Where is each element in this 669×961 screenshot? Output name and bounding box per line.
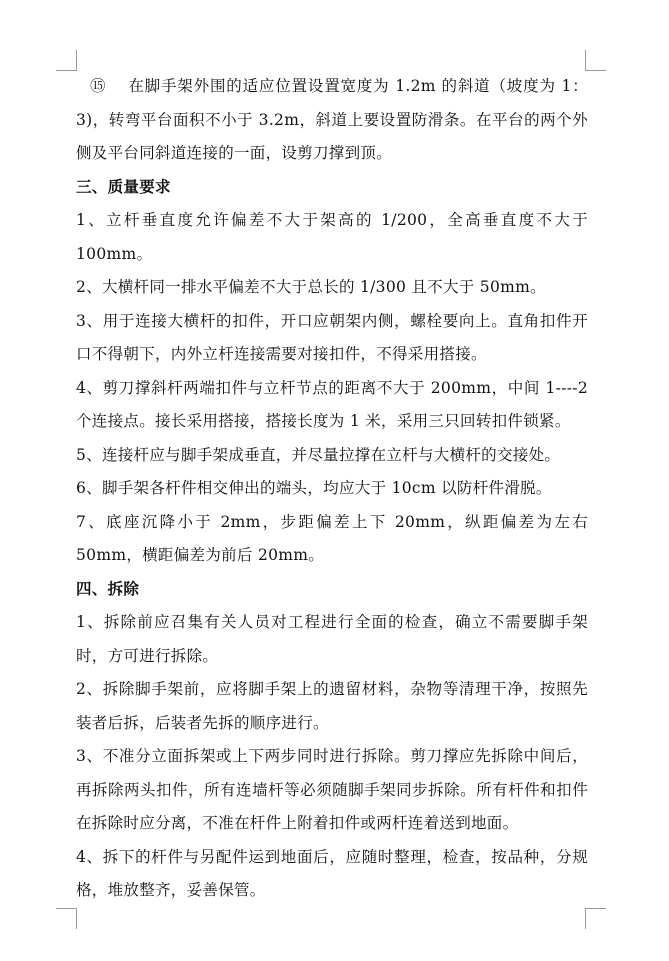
quality-item-7: 7、底座沉降小于 2mm，步距偏差上下 20mm，纵距偏差为左右 50mm，横距偏差为前后 20mm。: [76, 512, 588, 564]
dismantling-item-4: 4、拆下的杆件与另配件运到地面后，应随时整理，检查，按品种，分规格，堆放整齐，妥善保管。: [76, 847, 588, 899]
quality-item-6: 6、脚手架各杆件相交伸出的端头，均应大于 10cm 以防杆件滑脱。: [76, 479, 552, 497]
section-heading-dismantling: 四、拆除: [76, 579, 140, 598]
document-page: [76, 70, 588, 908]
corner-mark-top-right: [585, 50, 606, 71]
section-heading-quality: 三、质量要求: [76, 177, 171, 196]
quality-item-2: 2、大横杆同一排水平偏差不大于总长的 1/300 且不大于 50mm。: [76, 278, 546, 296]
corner-mark-bottom-left: [56, 908, 77, 929]
circled-number: ⑮: [90, 77, 106, 95]
corner-mark-top-left: [56, 50, 77, 71]
intro-paragraph: [76, 70, 588, 171]
dismantling-item-1: 1、拆除前应召集有关人员对工程进行全面的检查，确立不需要脚手架时，方可进行拆除。: [76, 613, 588, 665]
dismantling-item-3: 3、不准分立面拆架或上下两步同时进行拆除。剪刀撑应先拆除中间后，再拆除两头扣件，所有连墙杆等必须随脚手架同步拆除。所有杆件和扣件在拆除时应分离，不准在杆件上附着扣件或两杆连着送到地面。: [76, 747, 588, 832]
intro-text: 在脚手架外围的适应位置设置宽度为 1.2m 的斜道（坡度为 1：3)，转弯平台面积不小于 3.2m，斜道上要设置防滑条。在平台的两个外侧及平台同斜道连接的一面，设剪刀撑到顶。: [76, 77, 588, 162]
quality-item-1: 1、立杆垂直度允许偏差不大于架高的 1/200，全高垂直度不大于 100mm。: [76, 211, 588, 263]
quality-item-5: 5、连接杆应与脚手架成垂直，并尽量拉撑在立杆与大横杆的交接处。: [76, 445, 561, 464]
quality-item-4: 4、剪刀撑斜杆两端扣件与立杆节点的距离不大于 200mm，中间 1----2 个连接点。接长采用搭接，搭接长度为 1 米，采用三只回转扣件锁紧。: [76, 378, 588, 430]
corner-mark-bottom-right: [585, 908, 606, 929]
dismantling-item-2: 2、拆除脚手架前，应将脚手架上的遗留材料，杂物等清理干净，按照先装者后拆，后装者先拆的顺序进行。: [76, 680, 588, 732]
quality-item-3: 3、用于连接大横杆的扣件，开口应朝架内侧，螺栓要向上。直角扣件开口不得朝下，内外立杆连接需要对接扣件，不得采用搭接。: [76, 311, 588, 363]
